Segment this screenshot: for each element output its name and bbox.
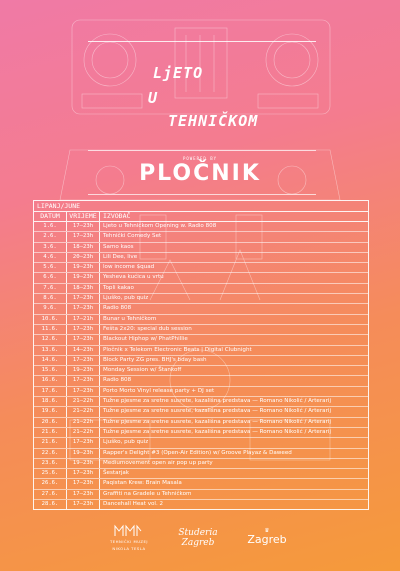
- table-row: [34, 490, 368, 500]
- row-time: 21–22h: [67, 407, 100, 416]
- time-column-header: VRIJEME: [67, 212, 100, 221]
- table-row: [34, 243, 368, 253]
- row-event: Tužne pjesme za sretne susrete, kazališna predstava — Romano Nikolić / Arterarij: [103, 418, 332, 425]
- event-column-header: IZVOĐAČ: [103, 212, 131, 220]
- tesla-museum-logo: [104, 524, 154, 551]
- row-date: 17.6.: [34, 387, 67, 396]
- row-event: low income $quad: [103, 264, 155, 271]
- table-row: [34, 253, 368, 263]
- row-event: Monday Session w/ Štankoff: [103, 367, 182, 374]
- month-header: LIPANJ/JUNE: [34, 201, 368, 212]
- tesla-logo-line-1: TEHNIČKI MUZEJ: [109, 539, 149, 544]
- row-date: 6.6.: [34, 273, 67, 282]
- row-date: 28.6.: [34, 500, 67, 509]
- row-event: Topli kakao: [103, 284, 134, 291]
- row-event: Tužne pjesme za sretne susrete, kazališna predstava — Romano Nikolić / Arterarij: [103, 398, 332, 405]
- table-row: [34, 376, 368, 386]
- row-time: 21–22h: [67, 397, 100, 406]
- row-event: Dancehall Heat vol. 2: [103, 501, 164, 508]
- row-event: Ljuško, pub quiz: [103, 439, 149, 446]
- title-line-2: U: [148, 89, 159, 107]
- row-date: 12.6.: [34, 335, 67, 344]
- row-event: Bunar u Tehničkom: [103, 315, 157, 322]
- row-event: Pločnik x Telekom Electronic Beats | Digital Clubnight: [103, 346, 252, 353]
- table-row: [34, 335, 368, 345]
- row-event: Yesheva kućica u vrtu: [103, 274, 164, 281]
- row-event: Radio 808: [103, 377, 132, 384]
- row-date: 7.6.: [34, 284, 67, 293]
- table-row: [34, 356, 368, 366]
- row-event: Tužne pjesme za sretne susrete, kazališna predstava — Romano Nikolić / Arterarij: [103, 428, 332, 435]
- crown-icon: ♛: [264, 526, 270, 534]
- schedule-table: [33, 200, 369, 510]
- row-time: 21–22h: [67, 428, 100, 437]
- row-date: 2.6.: [34, 232, 67, 241]
- row-event: Tehnički Comedy Set: [103, 233, 162, 240]
- row-time: 17–23h: [67, 438, 100, 447]
- table-row: [34, 222, 368, 232]
- row-time: 19–23h: [67, 273, 100, 282]
- table-row: [34, 428, 368, 438]
- row-event: Blackout Hiphop w/ PhatPhillie: [103, 336, 188, 343]
- top-divider: [88, 41, 316, 42]
- table-row: [34, 407, 368, 417]
- tesla-wave-icon: [114, 524, 144, 538]
- row-time: 21–22h: [67, 418, 100, 427]
- row-date: 10.6.: [34, 315, 67, 324]
- row-event: Ljuško, pub quiz: [103, 295, 149, 302]
- row-time: 17–23h: [67, 325, 100, 334]
- row-date: 9.6.: [34, 304, 67, 313]
- zagreb-logo-name: Zagreb: [247, 533, 287, 546]
- row-date: 15.6.: [34, 366, 67, 375]
- table-row: [34, 449, 368, 459]
- row-event: Paqistan Krew: Brain Masala: [103, 480, 182, 487]
- studio-logo-line-2: Zagreb: [181, 538, 215, 548]
- row-event: Šestarjak: [103, 470, 130, 477]
- brand-name: PLOČNIK: [139, 161, 261, 186]
- table-row: [34, 469, 368, 479]
- brand-divider: [88, 194, 316, 195]
- zagreb-logo: [238, 526, 296, 546]
- row-date: 1.6.: [34, 222, 67, 231]
- table-row: [34, 438, 368, 448]
- row-event: Radio 808: [103, 305, 132, 312]
- table-row: [34, 346, 368, 356]
- table-row: [34, 232, 368, 242]
- row-time: 17–23h: [67, 500, 100, 509]
- tesla-logo-line-2: NIKOLA TESLA: [112, 545, 146, 551]
- table-row: [34, 325, 368, 335]
- row-time: 17–23h: [67, 387, 100, 396]
- row-event: Ljeto u Tehničkom Opening w. Radio 808: [103, 223, 217, 229]
- row-date: 23.6.: [34, 459, 67, 468]
- row-date: 22.6.: [34, 449, 67, 458]
- row-event: Porto Morto Vinyl release party + DJ set: [103, 387, 215, 394]
- studio-logo-line-1: Studeria: [178, 528, 218, 538]
- row-date: 27.6.: [34, 490, 67, 499]
- studio-logo: [168, 528, 228, 548]
- table-row: [34, 294, 368, 304]
- row-time: 17–21h: [67, 315, 100, 324]
- table-header-row: [34, 212, 368, 222]
- row-time: 17–23h: [67, 294, 100, 303]
- date-column-header: DATUM: [34, 212, 67, 221]
- row-time: 17–23h: [67, 469, 100, 478]
- row-time: 17–23h: [67, 222, 100, 231]
- row-date: 19.6.: [34, 407, 67, 416]
- title-line-1: LjETO: [153, 64, 204, 82]
- row-event: Mediumovement open air pop up party: [103, 459, 213, 466]
- table-row: [34, 387, 368, 397]
- row-time: 17–23h: [67, 376, 100, 385]
- row-time: 17–23h: [67, 356, 100, 365]
- row-time: 17–23h: [67, 479, 100, 488]
- powered-by-label: POWERED BY: [182, 156, 218, 161]
- row-date: 21.6.: [34, 438, 67, 447]
- table-row: [34, 500, 368, 509]
- title-divider: [88, 150, 316, 151]
- table-row: [34, 284, 368, 294]
- row-event: Fešta 2x20: special dub session: [103, 325, 192, 332]
- row-time: 19–23h: [67, 263, 100, 272]
- row-date: 13.6.: [34, 346, 67, 355]
- row-time: 19–23h: [67, 366, 100, 375]
- row-time: 14–23h: [67, 346, 100, 355]
- table-row: [34, 304, 368, 314]
- table-row: [34, 263, 368, 273]
- table-row: [34, 479, 368, 489]
- row-date: 21.6.: [34, 428, 67, 437]
- table-row: [34, 418, 368, 428]
- row-date: 18.6.: [34, 397, 67, 406]
- row-date: 26.6.: [34, 479, 67, 488]
- row-event: Tužne pjesme za sretne susrete, kazališna predstava — Romano Nikolić / Arterarij: [103, 408, 332, 415]
- row-time: 19–23h: [67, 459, 100, 468]
- row-date: 14.6.: [34, 356, 67, 365]
- row-date: 20.6.: [34, 418, 67, 427]
- row-time: 19–23h: [67, 449, 100, 458]
- row-time: 18–23h: [67, 284, 100, 293]
- table-row: [34, 459, 368, 469]
- row-event: Block Party ZG pres. BHJ's bday bash: [103, 356, 207, 363]
- table-row: [34, 397, 368, 407]
- row-date: 11.6.: [34, 325, 67, 334]
- row-time: 17–23h: [67, 490, 100, 499]
- row-date: 8.6.: [34, 294, 67, 303]
- title-line-3: TEHNIČKOM: [168, 112, 259, 130]
- row-event: Samo kaos: [103, 243, 134, 250]
- row-time: 17–23h: [67, 335, 100, 344]
- row-date: 4.6.: [34, 253, 67, 262]
- row-date: 25.6.: [34, 469, 67, 478]
- row-date: 3.6.: [34, 243, 67, 252]
- row-date: 16.6.: [34, 376, 67, 385]
- sponsor-footer: [0, 524, 400, 564]
- row-event: Lili Dee, live: [103, 253, 138, 260]
- row-time: 17–23h: [67, 232, 100, 241]
- row-event: Graffiti na Gradele u Tehničkom: [103, 490, 192, 497]
- row-time: 17–23h: [67, 304, 100, 313]
- row-date: 5.6.: [34, 263, 67, 272]
- row-event: Rapper's Delight #3 (Open-Air Edition) w/ Groove Playaz & Daweed: [103, 449, 292, 456]
- table-row: [34, 273, 368, 283]
- row-time: 18–23h: [67, 243, 100, 252]
- row-time: 20–23h: [67, 253, 100, 262]
- table-row: [34, 366, 368, 376]
- table-row: [34, 315, 368, 325]
